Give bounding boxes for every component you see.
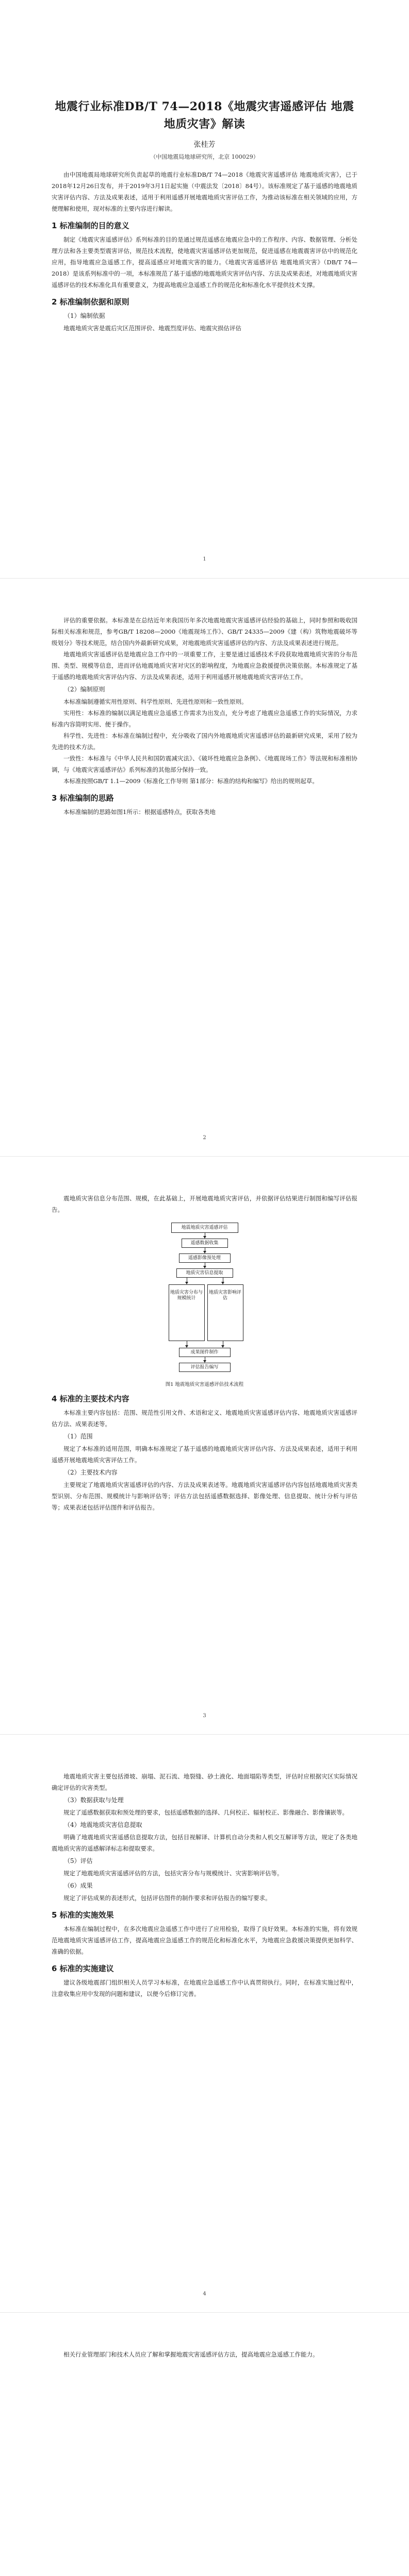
section-5-heading: 5 标准的实施效果 [52, 1910, 114, 1920]
intro-paragraph: 由中国地震局地球研究所负责起草的地震行业标准DB/T 74—2018《地震灾害遥感评估 地震地质灾害》，已于2018年12月26日发布，并于2019年3月1日起实施（中震法发〔2018〕84号）。该标准规定了基于遥感的地震地质灾害评估内容、方法及成果表述，适用于利用遥感开展地震地质灾害评估工作，为推动该标准在相关领域的应用，方便理解和使用，现对标准的主要内容进行解读。 [52, 171, 357, 212]
tech-content-heading: （2）主要技术内容 [64, 1469, 118, 1476]
principle-paragraph-2: 实用性：本标准的编制以满足地震应急遥感工作需求为出发点，充分考虑了地震应急遥感工作的实际情况，力求标准内容简明实用、便于操作。 [52, 709, 357, 728]
principle-heading: （2）编制原则 [64, 686, 105, 693]
assessment-paragraph: 规定了地震地质灾害遥感评估的方法，包括灾害分布与规模统计、灾害影响评估等。 [63, 1870, 283, 1877]
data-heading: （3）数据获取与处理 [64, 1797, 124, 1804]
results-heading: （6）成果 [64, 1882, 93, 1889]
page-4 [0, 1735, 409, 2312]
results-paragraph: 规定了评估成果的表述形式，包括评估图件的制作要求和评估报告的编写要求。 [63, 1894, 271, 1902]
section-4-heading: 4 标准的主要技术内容 [52, 1394, 129, 1403]
page-2 [0, 579, 409, 1156]
flow-box-right: 地质灾害影响评估 [207, 1284, 243, 1341]
flow-box-1: 遥感数据收集 [182, 1239, 228, 1248]
flow-box-left: 地质灾害分布与规模统计 [169, 1284, 205, 1341]
principle-paragraph-4: 一致性：本标准与《中华人民共和国防震减灾法》、《破坏性地震应急条例》、《地震现场工作》等法规和标准相协调，与《地震灾害遥感评估》系列标准的其他部分保持一致。 [52, 755, 357, 773]
section-6-heading: 6 标准的实施建议 [52, 1964, 114, 1973]
section-3-paragraph-2: 震地质灾害信息分布范围、规模，在此基础上，开展地震地质灾害评估，并依据评估结果进行制图和编写评估报告。 [52, 1195, 357, 1213]
section-1-heading: 1 标准编制的目的意义 [52, 221, 129, 230]
basis-paragraph-2: 评估的重要依据。本标准是在总结近年来我国历年多次地震地震灾害遥感评估经验的基础上，同时参照和吸收国际相关标准和规范，参考GB/T 18208—2000《地震现场工作》、GB/T 24335—2009《建（构）筑物地震破坏等级划分》等技术规范，结合国内外最新研究成果，对地震地质灾害遥感评估的内容、方法及成果表述进行规范。 [52, 617, 357, 647]
data-paragraph: 规定了遥感数据获取和预处理的要求，包括遥感数据的选择、几何校正、辐射校正、影像融合、影像镶嵌等。 [63, 1809, 348, 1816]
flow-box-top: 地震地质灾害遥感评估 [171, 1223, 238, 1233]
principle-paragraph-3: 科学性、先进性：本标准在编制过程中，充分吸收了国内外地震地质灾害遥感评估的最新研究成果，采用了较为先进的技术方法。 [52, 732, 357, 751]
page-1 [0, 0, 409, 578]
basis-heading: （1）编制依据 [64, 312, 105, 319]
section-6-paragraph-1: 建议各级地震部门组织相关人员学习本标准，在地震应急遥感工作中认真贯彻执行。同时，在标准实施过程中，注意收集应用中发现的问题和建议，以便今后修订完善。 [52, 1979, 357, 1997]
flow-box-3: 地质灾害信息提取 [176, 1268, 233, 1278]
author: 张桂芳 [193, 141, 216, 149]
section-2-heading: 2 标准编制依据和原则 [52, 297, 129, 307]
affiliation: （中国地震局地球研究所，北京 100029） [150, 154, 259, 160]
section-5-paragraph: 本标准在编制过程中，在多次地震应急遥感工作中进行了应用检验，取得了良好效果。本标准的实施，将有效规范地震地质灾害遥感评估工作，提高地震应急遥感工作的规范化和标准化水平，为地震应急救援决策提供更加科学、准确的依据。 [52, 1925, 357, 1955]
principle-paragraph-5: 本标准按照GB/T 1.1—2009《标准化工作导则 第1部分：标准的结构和编写》给出的规则起草。 [63, 777, 318, 785]
figure-caption: 图1 地震地质灾害遥感评估技术流程 [165, 1382, 244, 1387]
scope-heading: （1）范围 [64, 1433, 93, 1440]
flowchart-figure [143, 1223, 267, 1377]
section-1-paragraph: 制定《地震灾害遥感评估》系列标准的目的是通过规范遥感在地震应急中的工作程序、内容、数据管理、分析处理方法和各主要类型震害评估，规范技术流程，使地震灾害遥感评估更加规范，促进遥感在地震震害评估中的规范化应用，指导地震应急遥感工作，提高遥感应对地震灾害的能力。《地震灾害遥感评估 地震地质灾害》（DB/T 74—2018）是该系列标准中的一项，本标准规范了基于遥感的地震地质灾害评估内容、方法及成果表述，对地震地质灾害遥感评估的技术标准化具有重要意义，为提高地震应急遥感工作的规范化和标准化水平提供技术支撑。 [52, 236, 357, 289]
page-number: 2 [203, 1135, 206, 1141]
flow-box-5: 评估报告编写 [179, 1363, 231, 1372]
section-6-paragraph-2: 相关行业管理部门和技术人员应了解和掌握地震灾害遥感评估方法，提高地震应急遥感工作能力。 [63, 2351, 319, 2358]
principle-paragraph-1: 本标准编制遵循实用性原则、科学性原则、先进性原则和一致性原则。 [63, 698, 248, 705]
section-3-heading: 3 标准编制的思路 [52, 793, 114, 803]
section-4-paragraph-1: 本标准主要内容包括：范围、规范性引用文件、术语和定义、地震地质灾害遥感评估内容、地震地质灾害遥感评估方法、成果表述等。 [52, 1409, 357, 1428]
page-number: 3 [203, 1713, 206, 1719]
page-number: 1 [203, 556, 206, 562]
flow-box-4: 成果图件制作 [179, 1348, 231, 1357]
page-number: 4 [203, 2291, 206, 2297]
extraction-paragraph: 明确了地震地质灾害遥感信息提取方法，包括目视解译、计算机自动分类和人机交互解译等方法，规定了各类地震地质灾害的遥感解译标志和提取要求。 [52, 1834, 357, 1852]
tech-content-paragraph: 主要规定了地震地质灾害遥感评估的内容、方法及成果表述等。地震地质灾害遥感评估内容包括地震地质灾害类型识别、分布范围、规模统计与影响评估等；评估方法包括遥感数据选择、影像处理、信息提取、统计分析与评估等；成果表述包括评估图件和评估报告。 [52, 1481, 357, 1511]
scope-paragraph: 规定了本标准的适用范围，明确本标准规定了基于遥感的地震地质灾害评估内容、方法及成果表述，适用于利用遥感开展地震地质灾害评估工作。 [52, 1445, 357, 1464]
document-title: 地震行业标准DB/T 74—2018《地震灾害遥感评估 地震地质灾害》解读 [55, 100, 354, 131]
page-3 [0, 1157, 409, 1734]
hazard-types-paragraph: 地震地质灾害主要包括滑坡、崩塌、泥石流、地裂缝、砂土液化、地面塌陷等类型，评估时应根据灾区实际情况确定评估的灾害类型。 [52, 1773, 357, 1791]
flow-box-2: 遥感影像预处理 [179, 1253, 231, 1263]
section-3-paragraph-1: 本标准编制的思路如图1所示：根据遥感特点，获取各类地 [63, 808, 216, 816]
basis-paragraph-1: 地震地质灾害是震后灾区范围评价、地震烈度评估、地震灾损估评估 [63, 325, 241, 332]
page-5 [0, 2313, 409, 2576]
basis-paragraph-3: 地震地质灾害遥感评估是地震应急工作中的一项重要工作，主要是通过遥感技术手段获取地震地质灾害的分布范围、类型、规模等信息，进而评估地震地质灾害对灾区的影响程度，为地震应急救援提供决策依据。本标准规定了基于遥感的地震地质灾害评估内容、方法及成果表述，适用于利用遥感开展地震地质灾害评估工作。 [52, 651, 357, 681]
extraction-heading: （4）地震地质灾害信息提取 [64, 1821, 142, 1828]
assessment-heading: （5）评估 [64, 1857, 93, 1865]
